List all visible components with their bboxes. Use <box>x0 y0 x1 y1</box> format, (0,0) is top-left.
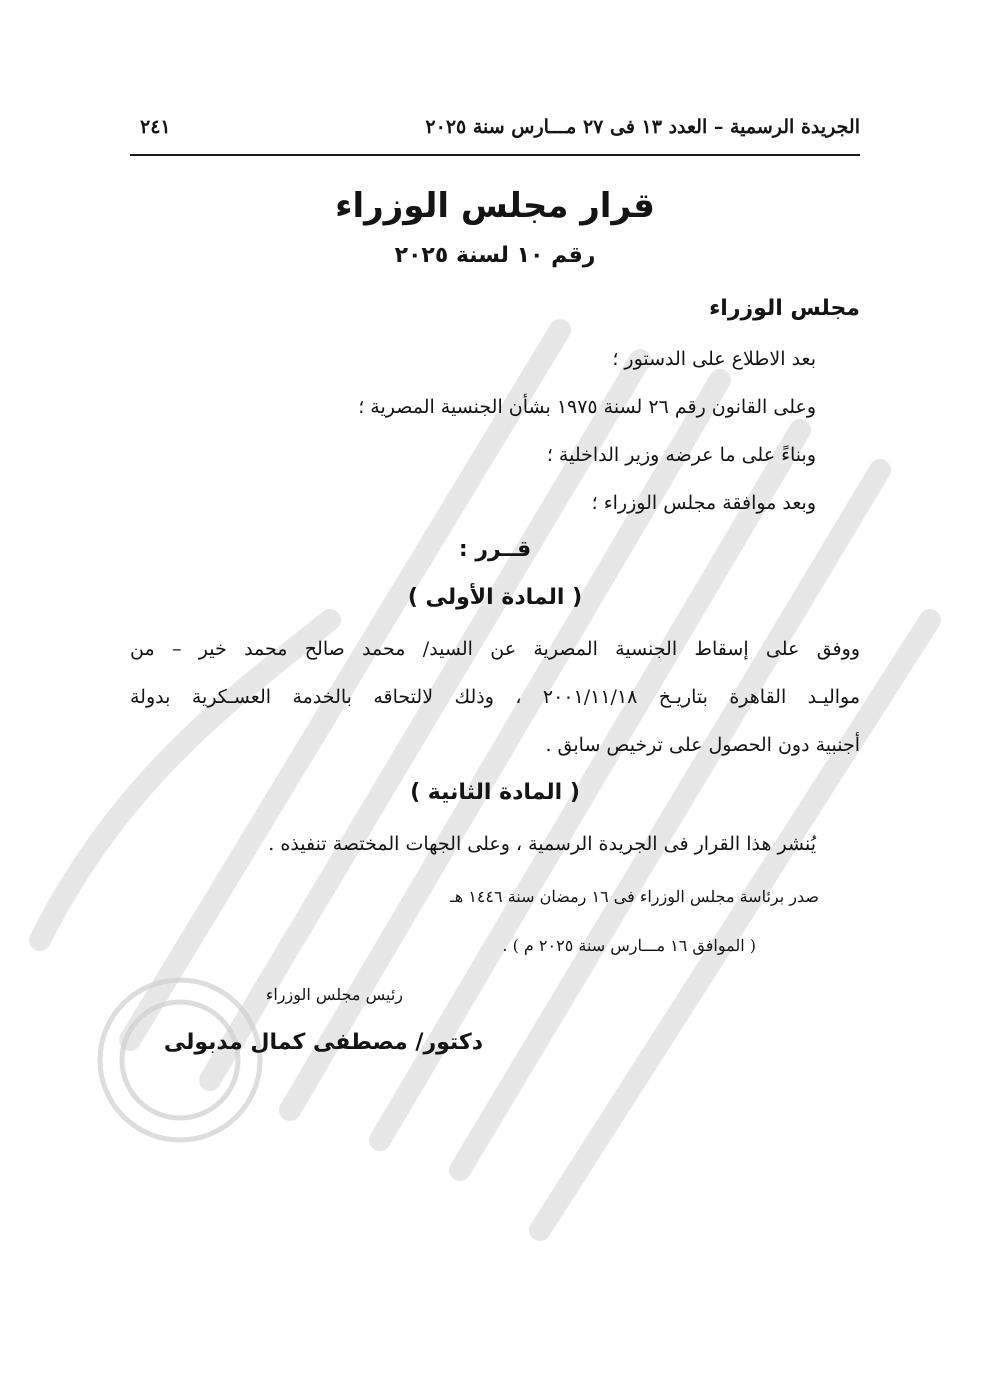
decided-heading: قــرر : <box>458 537 532 562</box>
decree-number: رقم ١٠ لسنة ٢٠٢٥ <box>394 243 596 268</box>
seal-emblem <box>100 980 260 1140</box>
article-1-line: أجنبية دون الحصول على ترخيص سابق . <box>545 734 860 756</box>
signatory-name: دكتور/ مصطفى كمال مدبولى <box>163 1030 483 1055</box>
issuer-heading: مجلس الوزراء <box>709 296 860 321</box>
preamble-line: بعد الاطلاع على الدستور ؛ <box>612 348 816 370</box>
page-number: ٢٤١ <box>140 116 171 138</box>
preamble-line: وعلى القانون رقم ٢٦ لسنة ١٩٧٥ بشأن الجنسية المصرية ؛ <box>358 396 816 418</box>
issued-gregorian-date: ( الموافق ١٦ مـــارس سنة ٢٠٢٥ م ) . <box>502 936 756 955</box>
signatory-role: رئيس مجلس الوزراء <box>265 985 403 1004</box>
preamble-line: وبناءً على ما عرضه وزير الداخلية ؛ <box>546 444 816 466</box>
publication-line: الجريدة الرسمية – العدد ١٣ فى ٢٧ مـــارس سنة ٢٠٢٥ <box>425 116 860 138</box>
article-2-heading: ( المادة الثانية ) <box>410 780 580 805</box>
page-header <box>130 112 860 146</box>
issued-hijri-date: صدر برئاسة مجلس الوزراء فى ١٦ رمضان سنة ١٤٤٦ هـ <box>450 887 819 906</box>
article-2-text: يُنشر هذا القرار فى الجريدة الرسمية ، وعلى الجهات المختصة تنفيذه . <box>268 833 816 855</box>
article-1-line: مواليـد القاهرة بتاريـخ ٢٠٠١/١١/١٨ ، وذلك لالتحاقه بالخدمة العسـكرية بدولة <box>130 686 861 708</box>
header-divider <box>130 154 860 156</box>
article-1-heading: ( المادة الأولى ) <box>407 585 583 610</box>
preamble-line: وبعد موافقة مجلس الوزراء ؛ <box>591 492 816 514</box>
article-1-line: ووفق على إسقاط الجنسية المصرية عن السيد/ محمد صالح محمد خير – من <box>130 638 860 660</box>
decree-title: قرار مجلس الوزراء <box>335 186 655 226</box>
